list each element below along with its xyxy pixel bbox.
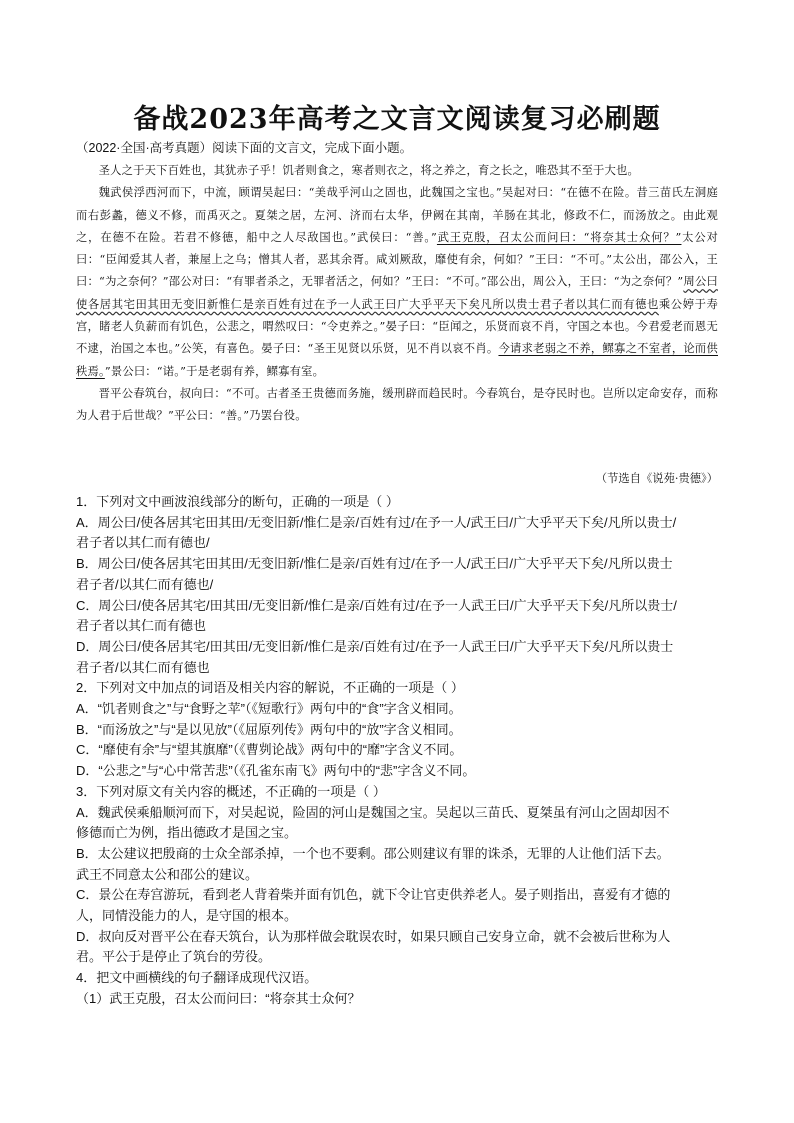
classical-passage xyxy=(76,160,718,428)
passage-text: 魏武侯浮西河而下，中流，顾谓吴起曰：“美哉乎河山之固也，此魏国之宝也。”吴起对曰：“在德不在险。昔三苗氏左洞庭而右彭蠡，德义不修，而禹灭之。夏桀之居，左河、济而右太华，伊阙在其南，羊肠在其北，修政不仁，而汤放之。由此观之，在德不在险。若君不修德，船中之人尽敌国也。”武侯曰：“善。” xyxy=(76,186,718,244)
question-line: D．“公悲之”与“心中常苦悲”（《孔雀东南飞》两句中的“悲”字含义不同。 xyxy=(76,763,476,779)
question-line: 人，同情没能力的人，是守国的根本。 xyxy=(76,908,298,924)
source-citation: （节选自《说苑·贵德》） xyxy=(595,472,718,485)
question-line: 君子者/以其仁而有德也 xyxy=(76,659,210,675)
question-line: 君子者以其仁而有德也/ xyxy=(76,535,210,551)
question-line: B．太公建议把殷商的士众全部杀掉，一个也不要剩。邵公则建议有罪的诛杀，无罪的人让他们活下去。 xyxy=(76,845,670,861)
page-title: 备战2023年高考之文言文阅读复习必刷题 xyxy=(133,104,661,135)
question-line: C．“靡使有余”与“望其旗靡”（《曹刿论战》两句中的“靡”字含义不同。 xyxy=(76,742,463,758)
intro-line: （2022·全国·高考真题）阅读下面的文言文，完成下面小题。 xyxy=(76,141,413,155)
question-line: A．“饥者则食之”与“食野之苹”（《短歌行》两句中的“食”字含义相同。 xyxy=(76,701,462,717)
question-line: 君子者/以其仁而有德也/ xyxy=(76,576,214,592)
passage-paragraph-3: 晋平公春筑台，叔向曰：“不可。古者圣王贵德而务施，缓刑辟而趋民时。今春筑台，是夺民时也。岂所以定命安存，而称为人君于后世哉？”平公曰：“善。”乃罢台役。 xyxy=(76,386,718,423)
passage-text: 太公对曰：“臣闻爱其人者，兼屋上之乌；憎其人者，恶其余胥。咸刘厥敌，靡使有余，何如？”王曰：“不可。”太公出，邵公入，王曰：“为之奈何？”邵公对曰：“有罪者杀之，无罪者活之，何如？”王曰：“不可。”邵公出，周公入，王曰：“为之奈何？” xyxy=(76,230,718,289)
question-line: D．叔向反对晋平公在春天筑台，认为那样做会耽误农时，如果只顾自己安身立命，就不会被后世称为人 xyxy=(76,928,671,944)
question-line: 2．下列对文中加点的词语及相关内容的解说，不正确的一项是（ ） xyxy=(76,680,464,696)
question-line: A．魏武侯乘船顺河而下，对吴起说，险固的河山是魏国之宝。吴起以三苗氏、夏桀虽有河山之固却因不 xyxy=(76,804,670,820)
question-line: C．周公曰/使各居其宅/田其田/无变旧新/惟仁是亲/百姓有过/在予一人武王曰/广大乎平天下矣/凡所以贵士/ xyxy=(76,597,677,613)
question-line: B．“而汤放之”与“是以见放”（《屈原列传》两句中的“放”字含义相同。 xyxy=(76,721,462,737)
passage-text: ”景公曰：“诺。”于是老弱有养，鳏寡有室。 xyxy=(104,364,325,378)
question-line: C．景公在寿宫游玩，看到老人背着柴并面有饥色，就下令让官吏供养老人。晏子则指出，喜爱有才德的 xyxy=(76,887,671,903)
question-line: 君子者以其仁而有德也 xyxy=(76,618,207,634)
question-line: 武王不同意太公和邵公的建议。 xyxy=(76,866,259,882)
passage-paragraph-2 xyxy=(76,182,718,383)
underlined-sentence-1: 武王克殷，召太公而问曰：“将奈其士众何？” xyxy=(436,230,682,244)
question-line: 4．把文中画横线的句子翻译成现代汉语。 xyxy=(76,970,318,986)
question-line: A．周公曰/使各居其宅田其田/无变旧新/惟仁是亲/百姓有过/在予一人/武王曰/广大乎平天下矣/凡所以贵士/ xyxy=(76,514,677,530)
question-line: B．周公曰/使各居其宅田其田/无变旧新/惟仁是亲/百姓有过/在予一人/武王曰/广大乎平天下矣/凡所以贵士 xyxy=(76,556,673,572)
question-line: 君。平公于是停止了筑台的劳役。 xyxy=(76,949,272,965)
question-line: D．周公曰/使各居其宅/田其田/无变旧新/惟仁是亲/百姓有过/在予一人武王曰/广大乎平天下矣/凡所以贵士 xyxy=(76,638,674,654)
question-line: 1．下列对文中画波浪线部分的断句，正确的一项是（ ） xyxy=(76,494,399,509)
question-line: （1）武王克殷，召太公而问曰：“将奈其士众何？ xyxy=(76,990,361,1006)
passage-text: 乘公婷于寿宫，睹老人负薪而有饥色，公悲之，喟然叹曰：“令吏养之。”晏子曰：“臣闻之，乐贤而哀不肖，守国之本也。今君爱老而恩无不逮，治国之本也。”公笑，有喜色。晏子曰：“圣王见贤以乐贤，见不肖以哀不肖。 xyxy=(76,297,718,356)
passage-paragraph-1: 圣人之于天下百姓也，其犹赤子乎！饥者则食之，寒者则衣之，将之养之，育之长之，唯恐其不至于大也。 xyxy=(98,164,639,177)
question-line: 修德而亡为例，指出德政才是国之宝。 xyxy=(76,825,298,841)
questions-section xyxy=(76,492,726,1010)
underlined-sentence-2: 今请求老弱之不养，鳏寡之不室者，论而供秩焉。 xyxy=(76,342,718,378)
wavy-underlined-passage: 周公曰使各居其宅田其田无变旧新惟仁是亲百姓有过在予一人武王曰广大乎平天下矣凡所以贵士君子者以其仁而有德也 xyxy=(76,275,718,311)
question-line: 3．下列对原文有关内容的概述，不正确的一项是（ ） xyxy=(76,783,386,799)
